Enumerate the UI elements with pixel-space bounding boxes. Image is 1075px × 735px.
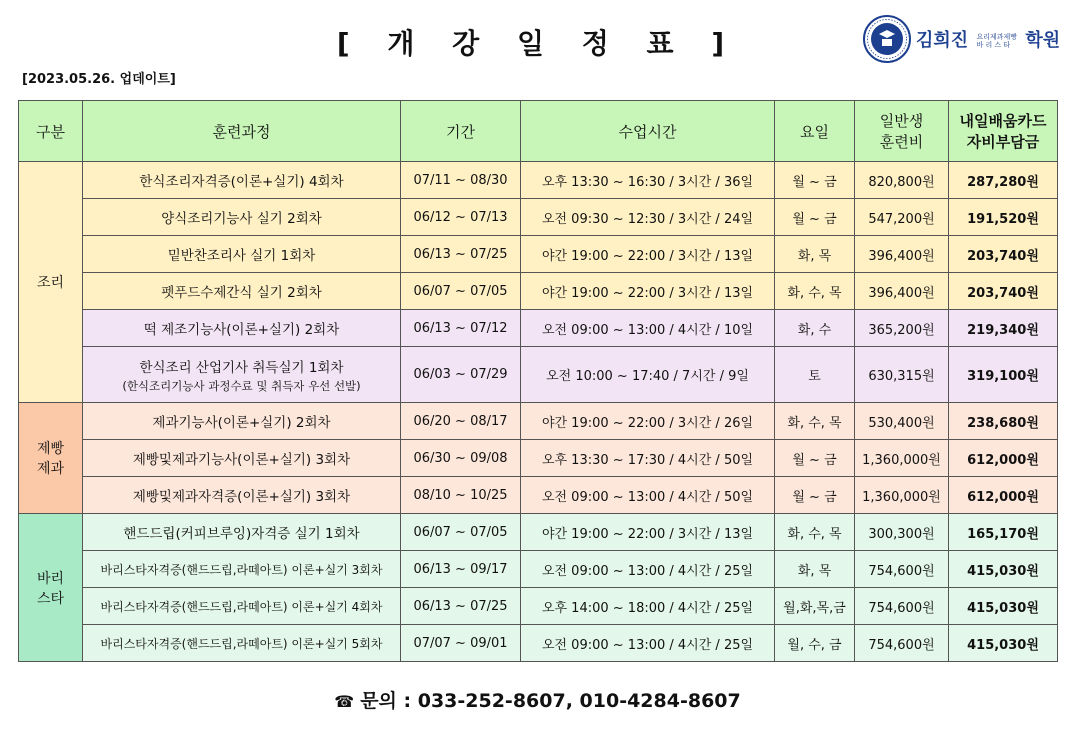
seal-icon [862,14,912,64]
course-name: 양식조리기능사 실기 2회차 [83,199,401,236]
header-fee-line2: 훈련비 [879,133,924,151]
table-row [19,162,1058,199]
header-card-line1: 내일배움카드 [959,112,1047,130]
class-time: 오후 13:30 ~ 17:30 / 4시간 / 50일 [521,440,775,477]
fee: 396,400원 [855,236,949,273]
self-pay: 287,280원 [949,162,1058,199]
course-name: 제빵및제과기능사(이론+실기) 3회차 [83,440,401,477]
period: 06/13 ~ 07/12 [401,310,521,347]
period: 07/07 ~ 09/01 [401,625,521,662]
header-fee [855,101,949,162]
table-row [19,588,1058,625]
course-name: 밑반찬조리사 실기 1회차 [83,236,401,273]
fee: 1,360,000원 [855,440,949,477]
table-row [19,347,1058,403]
logo-sub-line1: 요리제과제빵 [976,33,1018,41]
class-days: 화, 목 [775,236,855,273]
logo-sub-line2: 바 리 스 타 [976,41,1011,49]
header-card-line2: 자비부담금 [966,133,1040,151]
table-row [19,625,1058,662]
class-days: 월 ~ 금 [775,477,855,514]
class-days: 화, 수, 목 [775,273,855,310]
header-row [19,101,1058,162]
course-name: 바리스타자격증(핸드드립,라떼아트) 이론+실기 5회차 [83,625,401,662]
schedule-table [18,100,1058,662]
course-name: 핸드드립(커피브루잉)자격증 실기 1회차 [83,514,401,551]
category-barista-line2: 스타 [36,590,65,607]
course-name: 바리스타자격증(핸드드립,라떼아트) 이론+실기 3회차 [83,551,401,588]
class-time: 오전 09:00 ~ 13:00 / 4시간 / 25일 [521,551,775,588]
fee: 530,400원 [855,403,949,440]
period: 06/30 ~ 09/08 [401,440,521,477]
fee: 754,600원 [855,625,949,662]
course-name-cell [83,347,401,403]
class-days: 화, 수, 목 [775,514,855,551]
period: 06/13 ~ 07/25 [401,588,521,625]
table-row [19,403,1058,440]
course-name: 제빵및제과자격증(이론+실기) 3회차 [83,477,401,514]
period: 06/13 ~ 09/17 [401,551,521,588]
fee: 396,400원 [855,273,949,310]
course-name: 펫푸드수제간식 실기 2회차 [83,273,401,310]
table-row [19,440,1058,477]
class-time: 야간 19:00 ~ 22:00 / 3시간 / 13일 [521,273,775,310]
self-pay: 203,740원 [949,236,1058,273]
page-title: [ 개 강 일 정 표 ] [336,27,739,60]
class-days: 화, 수, 목 [775,403,855,440]
period: 06/12 ~ 07/13 [401,199,521,236]
table-row [19,551,1058,588]
contact-info [0,686,1075,713]
self-pay: 191,520원 [949,199,1058,236]
self-pay: 238,680원 [949,403,1058,440]
course-name: 떡 제조기능사(이론+실기) 2회차 [83,310,401,347]
class-time: 오전 10:00 ~ 17:40 / 7시간 / 9일 [521,347,775,403]
class-time: 야간 19:00 ~ 22:00 / 3시간 / 13일 [521,514,775,551]
update-date: [2023.05.26. 업데이트] [22,72,176,87]
fee: 630,315원 [855,347,949,403]
period: 06/07 ~ 07/05 [401,273,521,310]
period: 07/11 ~ 08/30 [401,162,521,199]
class-days: 월 ~ 금 [775,162,855,199]
header-period: 기간 [401,101,521,162]
fee: 547,200원 [855,199,949,236]
class-time: 야간 19:00 ~ 22:00 / 3시간 / 26일 [521,403,775,440]
table-row [19,273,1058,310]
fee: 1,360,000원 [855,477,949,514]
self-pay: 219,340원 [949,310,1058,347]
table-row [19,310,1058,347]
table-row [19,477,1058,514]
class-time: 오전 09:00 ~ 13:00 / 4시간 / 50일 [521,477,775,514]
fee: 754,600원 [855,551,949,588]
fee: 365,200원 [855,310,949,347]
self-pay: 165,170원 [949,514,1058,551]
academy-logo [862,14,1061,64]
self-pay: 612,000원 [949,440,1058,477]
header-course: 훈련과정 [83,101,401,162]
table-row [19,514,1058,551]
class-days: 월 ~ 금 [775,440,855,477]
category-barista-line1: 바리 [36,570,65,587]
period: 06/13 ~ 07/25 [401,236,521,273]
logo-name: 김희진 [916,30,969,51]
class-days: 화, 목 [775,551,855,588]
category-bakery [19,403,83,514]
table-row [19,236,1058,273]
class-time: 오전 09:00 ~ 13:00 / 4시간 / 10일 [521,310,775,347]
header-category: 구분 [19,101,83,162]
course-name: 제과기능사(이론+실기) 2회차 [83,403,401,440]
course-name: 한식조리자격증(이론+실기) 4회차 [83,162,401,199]
fee: 300,300원 [855,514,949,551]
self-pay: 203,740원 [949,273,1058,310]
class-time: 오후 13:30 ~ 16:30 / 3시간 / 36일 [521,162,775,199]
class-time: 오전 09:00 ~ 13:00 / 4시간 / 25일 [521,625,775,662]
fee: 820,800원 [855,162,949,199]
class-days: 월,화,목,금 [775,588,855,625]
self-pay: 415,030원 [949,551,1058,588]
class-time: 오전 09:30 ~ 12:30 / 3시간 / 24일 [521,199,775,236]
class-days: 월 ~ 금 [775,199,855,236]
class-time: 오후 14:00 ~ 18:00 / 4시간 / 25일 [521,588,775,625]
period: 06/07 ~ 07/05 [401,514,521,551]
contact-label: 문의 : 033-252-8607, 010-4284-8607 [360,690,741,712]
category-bakery-line1: 제빵 [36,441,65,457]
header-days: 요일 [775,101,855,162]
category-barista [19,514,83,662]
header-card [949,101,1058,162]
logo-suffix: 학원 [1025,30,1061,51]
self-pay: 415,030원 [949,588,1058,625]
category-bakery-line2: 제과 [36,461,65,477]
table-row [19,199,1058,236]
course-name: 한식조리 산업기사 취득실기 1회차 [139,359,344,376]
self-pay: 415,030원 [949,625,1058,662]
class-time: 야간 19:00 ~ 22:00 / 3시간 / 13일 [521,236,775,273]
category-cooking: 조리 [19,162,83,403]
period: 06/20 ~ 08/17 [401,403,521,440]
self-pay: 612,000원 [949,477,1058,514]
header-time: 수업시간 [521,101,775,162]
course-note: (한식조리기능사 과정수료 및 취득자 우선 선발) [122,378,361,393]
class-days: 월, 수, 금 [775,625,855,662]
period: 06/03 ~ 07/29 [401,347,521,403]
course-name: 바리스타자격증(핸드드립,라떼아트) 이론+실기 4회차 [83,588,401,625]
class-days: 토 [775,347,855,403]
class-days: 화, 수 [775,310,855,347]
header-fee-line1: 일반생 [879,112,924,130]
fee: 754,600원 [855,588,949,625]
period: 08/10 ~ 10/25 [401,477,521,514]
phone-icon: ☎ [334,692,355,711]
self-pay: 319,100원 [949,347,1058,403]
